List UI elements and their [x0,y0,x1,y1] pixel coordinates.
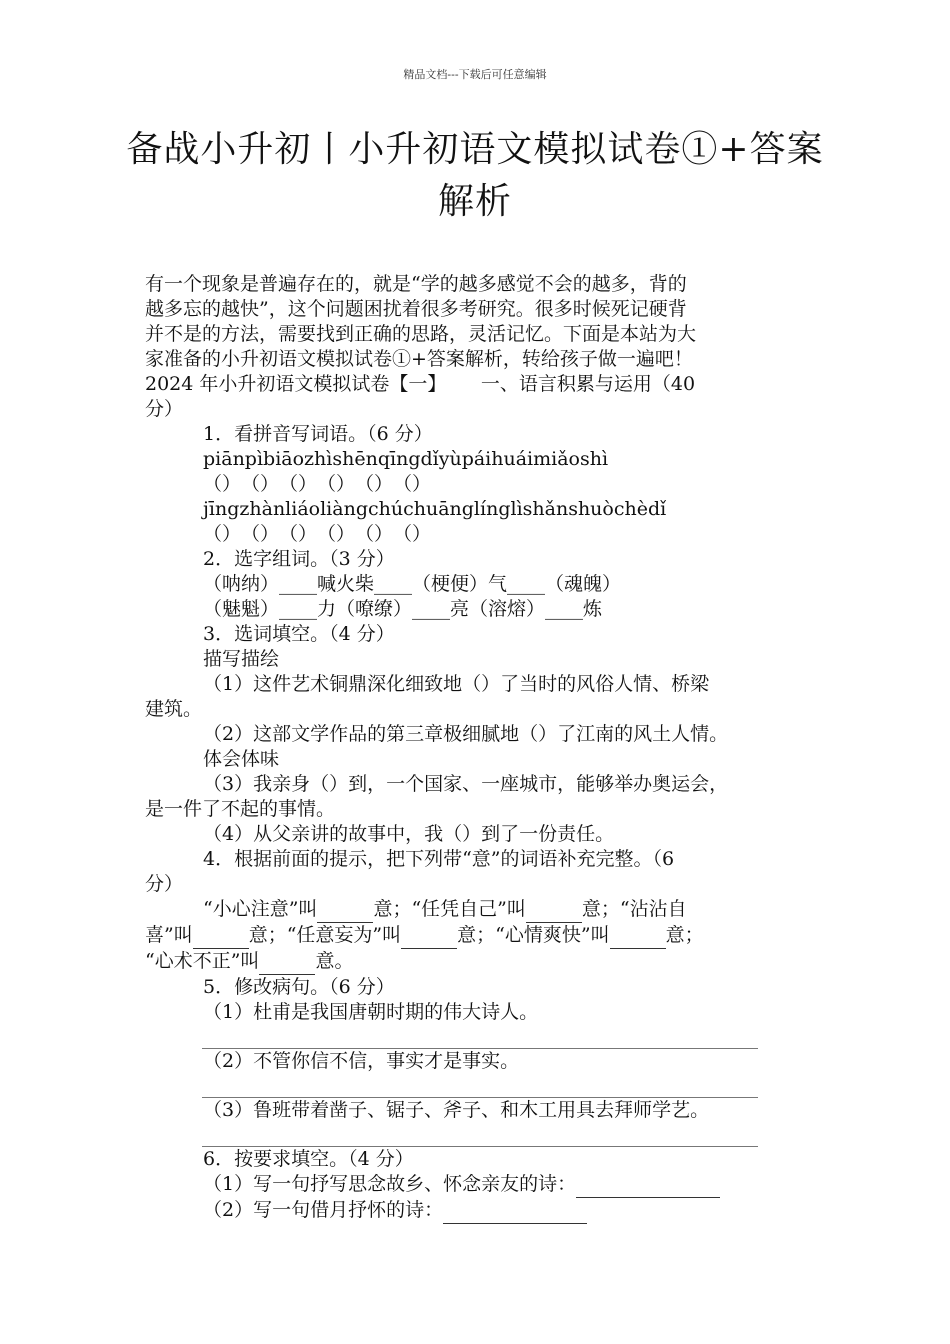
q4-line-2: 喜”叫 意；“任意妄为”叫 意；“心情爽快”叫 意； [145,923,815,949]
page-title [90,124,860,228]
q5-heading: 5．修改病句。（6 分） [203,976,395,998]
q3-sentence-3-cont: 是一件了不起的事情。 [145,798,336,820]
q4-heading-cont: 分） [145,873,184,895]
fill-blank[interactable] [401,923,457,949]
section-heading-cont: 分） [145,398,184,420]
q5-sentence-2: （2）不管你信不信，事实才是事实。 [203,1050,520,1072]
fill-blank[interactable] [259,949,315,975]
q6-answer-blank-2[interactable] [443,1198,587,1224]
title-line-1: 备战小升初丨小升初语文模拟试卷①+答案 [126,129,824,170]
q3-word-group-2: 体会体味 [203,748,280,770]
q6-item-1: （1）写一句抒写思念故乡、怀念亲友的诗： [145,1172,815,1198]
q1-heading: 1．看拼音写词语。（6 分） [203,423,433,445]
q5-sentence-1: （1）杜甫是我国唐朝时期的伟大诗人。 [203,1001,539,1023]
intro-line: 有一个现象是普遍存在的，就是“学的越多感觉不会的越多，背的 [145,273,687,295]
q5-answer-line-2[interactable] [202,1074,758,1098]
document-body [145,272,815,1224]
section-heading: 2024 年小升初语文模拟试卷【一】 一、语言积累与运用（40 [145,373,696,395]
q1-pinyin-1: piānpìbiāozhìshēnqīngdǐyùpáihuáimiǎoshì [203,448,609,470]
q2-line-2: （魅魁）____力（嘹缭）____亮（溶熔）____炼 [203,598,603,620]
fill-blank[interactable] [610,923,666,949]
intro-line: 越多忘的越快”，这个问题困扰着很多考研究。很多时候死记硬背 [145,298,687,320]
fill-blank[interactable] [193,923,249,949]
q3-sentence-3: （3）我亲身（）到，一个国家、一座城市，能够举办奥运会， [203,773,729,795]
page-header: 精品文档---下载后可任意编辑 [403,68,547,81]
title-line-2: 解析 [437,181,512,222]
fill-blank[interactable] [526,897,582,923]
q3-sentence-2: （2）这部文学作品的第三章极细腻地（）了江南的风土人情。 [203,723,729,745]
q2-line-1: （呐纳）____喊火柴____（梗便）气____（魂魄） [203,573,622,595]
intro-line: 并不是的方法，需要找到正确的思路，灵活记忆。下面是本站为大 [145,323,697,345]
q3-sentence-1: （1）这件艺术铜鼎深化细致地（）了当时的风俗人情、桥梁 [203,673,710,695]
q3-word-group-1: 描写描绘 [203,648,280,670]
q5-sentence-3: （3）鲁班带着凿子、锯子、斧子、和木工用具去拜师学艺。 [203,1099,710,1121]
q1-pinyin-2: jīngzhànliáoliàngchúchuānglínglìshǎnshuòchèdǐ [203,498,667,520]
q1-brackets-1: （） （） （） （） （） （） [203,473,432,495]
fill-blank[interactable] [317,897,373,923]
q3-sentence-1-cont: 建筑。 [145,698,203,720]
q4-line-3: “心术不正”叫 意。 [145,949,815,975]
q3-sentence-4: （4）从父亲讲的故事中，我（）到了一份责任。 [203,823,615,845]
q2-heading: 2．选字组词。（3 分） [203,548,395,570]
q4-heading: 4．根据前面的提示，把下列带“意”的词语补充完整。（6 [203,848,675,870]
q3-heading: 3．选词填空。（4 分） [203,623,395,645]
q4-line-1: “小心注意”叫 意；“任凭自己”叫 意；“沾沾自 [145,897,815,923]
q6-heading: 6．按要求填空。（4 分） [203,1148,414,1170]
q6-answer-blank-1[interactable] [576,1172,720,1198]
q6-item-2: （2）写一句借月抒怀的诗： [145,1198,815,1224]
q1-brackets-2: （） （） （） （） （） （） [203,523,432,545]
q5-answer-line-1[interactable] [202,1025,758,1049]
intro-line: 家准备的小升初语文模拟试卷①+答案解析，转给孩子做一遍吧！ [145,348,693,370]
q5-answer-line-3[interactable] [202,1123,758,1147]
